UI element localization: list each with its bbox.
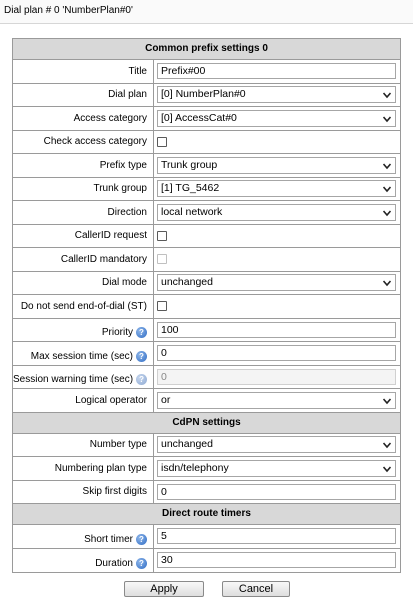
priority-input[interactable]: 100 <box>157 322 396 338</box>
chevron-down-icon <box>383 397 391 405</box>
numbering-plan-type-value: isdn/telephony <box>161 461 229 474</box>
chevron-down-icon <box>383 441 391 449</box>
duration-label: Duration <box>95 558 133 569</box>
callerid-request-checkbox[interactable] <box>157 231 167 241</box>
row-direction <box>13 201 400 225</box>
dial-plan-select[interactable] <box>157 86 396 103</box>
number-type-value: unchanged <box>161 438 213 451</box>
short-timer-label-cell <box>13 525 154 548</box>
dial-mode-value: unchanged <box>161 276 213 289</box>
cancel-button[interactable]: Cancel <box>222 581 290 597</box>
logical-operator-value: or <box>161 393 171 406</box>
number-type-select[interactable] <box>157 436 396 453</box>
trunk-group-label: Trunk group <box>13 178 154 201</box>
row-skip-first-digits <box>13 481 400 505</box>
max-session-time-input[interactable]: 0 <box>157 345 396 361</box>
section-header-common: Common prefix settings 0 <box>13 39 400 60</box>
row-dial-mode <box>13 272 400 296</box>
access-category-select[interactable] <box>157 110 396 127</box>
numbering-plan-type-select[interactable] <box>157 460 396 477</box>
title-label: Title <box>13 60 154 83</box>
trunk-group-value: [1] TG_5462 <box>161 182 220 195</box>
row-session-warning-time <box>13 366 400 390</box>
priority-label-cell <box>13 319 154 342</box>
title-input[interactable]: Prefix#00 <box>157 63 396 79</box>
row-logical-operator <box>13 389 400 413</box>
trunk-group-select[interactable] <box>157 180 396 197</box>
logical-operator-select[interactable] <box>157 392 396 409</box>
session-warning-time-label-cell <box>13 366 154 389</box>
help-icon[interactable]: ? <box>136 558 147 569</box>
row-duration <box>13 549 400 573</box>
direction-value: local network <box>161 205 223 218</box>
section-header-timers: Direct route timers <box>13 504 400 525</box>
help-icon[interactable]: ? <box>136 374 147 385</box>
form-buttons <box>124 581 290 597</box>
chevron-down-icon <box>383 465 391 473</box>
row-no-end-of-dial <box>13 295 400 319</box>
row-access-category <box>13 107 400 131</box>
dial-plan-value: [0] NumberPlan#0 <box>161 88 246 101</box>
logical-operator-label: Logical operator <box>13 389 154 412</box>
row-title <box>13 60 400 84</box>
max-session-time-label: Max session time (sec) <box>30 350 133 362</box>
window-titlebar <box>0 0 413 24</box>
help-icon[interactable]: ? <box>136 534 147 545</box>
row-callerid-request <box>13 225 400 249</box>
row-number-type <box>13 434 400 458</box>
row-prefix-type <box>13 154 400 178</box>
max-session-time-label-cell <box>13 342 154 365</box>
prefix-type-value: Trunk group <box>161 158 218 171</box>
row-callerid-mandatory <box>13 248 400 272</box>
chevron-down-icon <box>383 91 391 99</box>
callerid-request-label: CallerID request <box>13 225 154 248</box>
short-timer-input[interactable]: 5 <box>157 528 396 544</box>
short-timer-label: Short timer <box>84 533 133 545</box>
skip-first-digits-label: Skip first digits <box>13 481 154 504</box>
access-category-label: Access category <box>13 107 154 130</box>
priority-label: Priority <box>101 327 133 338</box>
row-priority <box>13 319 400 343</box>
check-access-category-checkbox[interactable] <box>157 137 167 147</box>
window-title: Dial plan # 0 'NumberPlan#0' <box>4 5 133 16</box>
callerid-mandatory-label: CallerID mandatory <box>13 248 154 271</box>
row-trunk-group <box>13 178 400 202</box>
access-category-value: [0] AccessCat#0 <box>161 111 237 124</box>
no-end-of-dial-label: Do not send end-of-dial (ST) <box>13 295 154 318</box>
duration-label-cell <box>13 549 154 573</box>
dial-mode-select[interactable] <box>157 274 396 291</box>
check-access-category-label: Check access category <box>13 131 154 154</box>
apply-button[interactable]: Apply <box>124 581 204 597</box>
dial-plan-label: Dial plan <box>13 84 154 107</box>
no-end-of-dial-checkbox[interactable] <box>157 301 167 311</box>
prefix-settings-form <box>12 38 401 573</box>
session-warning-time-input[interactable]: 0 <box>157 369 396 385</box>
number-type-label: Number type <box>13 434 154 457</box>
numbering-plan-type-label: Numbering plan type <box>13 457 154 480</box>
row-check-access-category <box>13 131 400 155</box>
row-max-session-time <box>13 342 400 366</box>
chevron-down-icon <box>383 185 391 193</box>
callerid-mandatory-checkbox[interactable] <box>157 254 167 264</box>
row-dial-plan <box>13 84 400 108</box>
row-numbering-plan-type <box>13 457 400 481</box>
chevron-down-icon <box>383 209 391 217</box>
duration-input[interactable]: 30 <box>157 552 396 568</box>
row-short-timer <box>13 525 400 549</box>
direction-label: Direction <box>13 201 154 224</box>
chevron-down-icon <box>383 162 391 170</box>
help-icon[interactable]: ? <box>136 327 147 338</box>
skip-first-digits-input[interactable]: 0 <box>157 484 396 500</box>
prefix-type-select[interactable] <box>157 157 396 174</box>
chevron-down-icon <box>383 115 391 123</box>
help-icon[interactable]: ? <box>136 351 147 362</box>
session-warning-time-label: Session warning time (sec) <box>13 374 134 385</box>
dial-mode-label: Dial mode <box>13 272 154 295</box>
section-header-cdpn: CdPN settings <box>13 413 400 434</box>
chevron-down-icon <box>383 279 391 287</box>
direction-select[interactable] <box>157 204 396 221</box>
prefix-type-label: Prefix type <box>13 154 154 177</box>
